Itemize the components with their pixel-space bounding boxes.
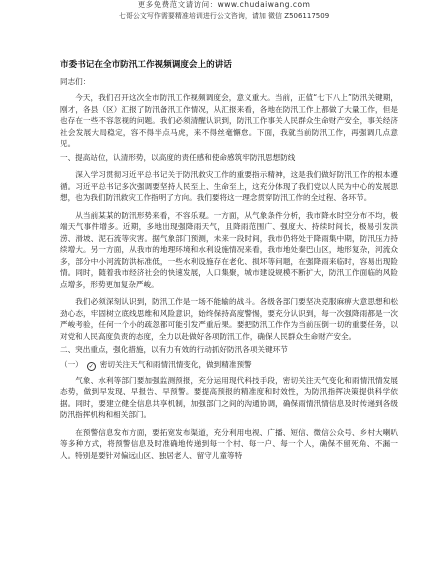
section-heading-2: 二、突出重点，强化措施，以有力有效的行动抓好防汛各项关键环节 — [60, 345, 288, 354]
paragraph-learning: 深入学习贯彻习近平总书记关于防汛救灾工作的重要指示精神，这是我们做好防汛工作的根本遵循。习近平总书记多次强调要坚持人民至上、生命至上，这充分体现了我们党以人民为中心的发展思想，也为我们防汛救灾工作指明了方向。我们要将这一理念贯穿防汛工作的全过程、各环节。 — [60, 170, 398, 202]
paragraph-situation: 从当前某某的防汛形势来看，不容乐观。一方面，从气象条件分析，我市降水时空分布不均，极端天气事件增多。近期，多地出现强降雨天气，且降雨范围广、强度大、持续时间长，极易引发洪涝、滑坡、泥石流等灾害。据气象部门预测，未来一段时间，我市仍将处于降雨集中期，防汛压力持续增大。另一方面，从我市的地理环境和水利设施情况来看，我市地处秦巴山区，地形复杂，河流众多，部分中小河流防洪标准低，一些水利设施存在老化、损坏等问题，在强降雨来临时，容易出现险情。同时，随着我市经济社会的快速发展，人口集聚，城市建设规模不断扩大，防汛工作面临的风险点增多，形势更加复杂严峻。 — [60, 210, 398, 289]
paragraph-awareness: 我们必须深刻认识到，防汛工作是一场不能输的战斗。各级各部门要坚决克服麻痹大意思想和松劲心态，牢固树立底线思维和风险意识，始终保持高度警惕，要充分认识到，每一次强降雨都是一次严峻考验，任何一个小的疏忽都可能引发严重后果。要把防汛工作作为当前压倒一切的重要任务，以对党和人民高度负责的态度，全力以赴做好各项防汛工作，确保人民群众生命财产安全。 — [60, 297, 398, 341]
subsection-title: 密切关注天气和雨情汛情变化，做到精准预警 — [99, 359, 252, 369]
page-title: 市委书记在全市防汛工作视频调度会上的讲话 — [60, 60, 232, 70]
paragraph-warning-release: 在预警信息发布方面，要拓宽发布渠道，充分利用电视、广播、短信、微信公众号、乡村大喇叭等多种方式，将预警信息及时准确地传递到每一个村、每一户、每一个人，确保不留死角、不漏一人。特别是要针对偏远山区、独居老人、留守儿童等特 — [60, 427, 398, 460]
header-contact-line: 七哥公文写作需要精准培训进行公文咨询，请加 微信 Z506117509 — [118, 12, 330, 20]
section-heading-1: 一、提高站位，认清形势，以高度的责任感和使命感筑牢防汛思想防线 — [60, 152, 296, 162]
header-website-line: 更多免费范文请访问：www.chudaiwang.com — [137, 0, 311, 9]
subsection-number: （一） — [60, 359, 83, 369]
document-header — [0, 0, 448, 21]
salutation: 同志们： — [60, 77, 91, 86]
check-circle-icon: ✓ — [88, 362, 94, 370]
paragraph-monitoring: 气象、水利等部门要加强监测预报，充分运用现代科技手段，密切关注天气变化和雨情汛情发展态势，做到早发现、早报告、早预警。要提高预报的精准度和时效性，为防汛指挥决策提供科学依据。同时，要建立健全信息共享机制，加强部门之间的沟通协调，确保雨情汛情信息及时传递到各级防汛指挥机构和相关部门。 — [60, 375, 398, 419]
subsection-heading-1 — [60, 359, 398, 371]
intro-paragraph: 今天，我们召开这次全市防汛工作视频调度会，意义重大。当前，正值“七下八上”防汛关键期，刚才，各县（区）汇报了防汛备汛工作情况，从汇报来看，各地在防汛工作上都做了大量工作，但是也存在一些不容忽视的问题。我们必须清醒认识到，防汛工作事关人民群众生命财产安全，事关经济社会发展大局稳定，容不得半点马虎，来不得丝毫懈怠。下面，我就当前防汛工作，再强调几点意见。 — [60, 93, 398, 148]
speech-document — [60, 60, 398, 461]
